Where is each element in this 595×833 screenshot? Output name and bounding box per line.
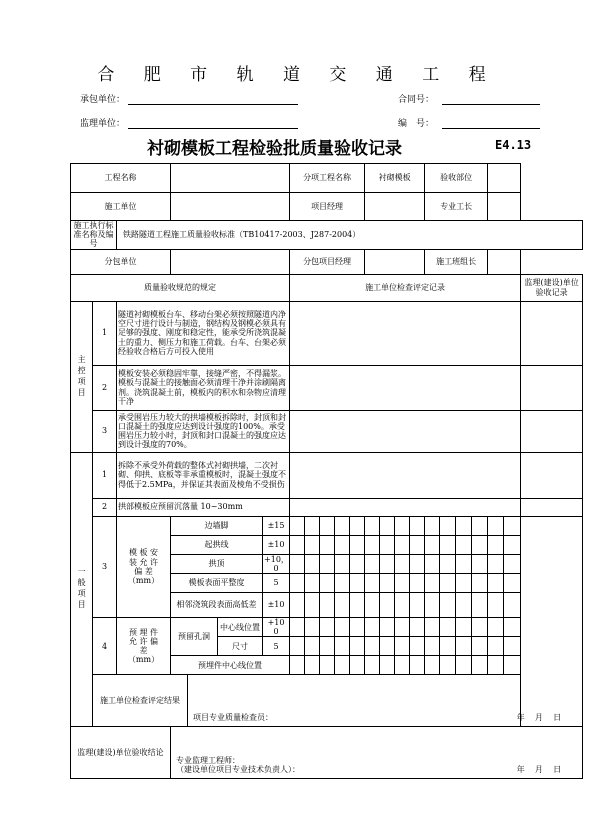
measure-cell[interactable] — [305, 592, 320, 617]
measure-cell[interactable] — [504, 573, 521, 592]
contractor-line — [128, 104, 298, 105]
measure-cell[interactable] — [410, 656, 425, 675]
measure-cell[interactable] — [456, 592, 472, 617]
measure-cell[interactable] — [472, 554, 488, 573]
contract-no-line — [442, 104, 540, 105]
measure-cell[interactable] — [320, 637, 335, 656]
measure-cell[interactable] — [472, 573, 488, 592]
tolerance-value: +10，0 — [264, 554, 289, 573]
general-item-supervisor[interactable] — [521, 498, 583, 516]
measure-cell[interactable] — [290, 573, 305, 592]
measure-cell[interactable] — [305, 656, 320, 675]
construction-result-label: 施工单位检查评定结果 — [93, 675, 188, 727]
measure-cell[interactable] — [504, 516, 521, 535]
project-manager-value[interactable] — [365, 193, 425, 221]
measure-cell[interactable] — [440, 617, 456, 636]
tolerance-item-name: 尺寸 — [218, 637, 263, 656]
measure-cell[interactable] — [504, 637, 521, 656]
qc-inspector-label: 项目专业质量检查员： — [193, 713, 274, 723]
measure-cell[interactable] — [410, 592, 425, 617]
measure-cell[interactable] — [335, 554, 350, 573]
measure-cell[interactable] — [290, 637, 305, 656]
tolerance-item-name: 起拱线 — [171, 535, 263, 554]
measure-cell[interactable] — [380, 656, 395, 675]
project-name-label: 工程名称 — [71, 164, 171, 193]
general-item-no: 2 — [93, 498, 117, 516]
measure-cell[interactable] — [410, 535, 425, 554]
contractor-label: 承包单位： — [80, 95, 126, 105]
date-field — [517, 713, 561, 722]
supervisor-conclusion-label: 监理(建设)单位验收结论 — [71, 727, 171, 779]
measure-cell[interactable] — [488, 637, 504, 656]
measure-cell[interactable] — [456, 516, 472, 535]
sub-pm-label: 分包项目经理 — [290, 249, 365, 274]
measure-cell[interactable] — [488, 554, 504, 573]
measure-cell[interactable] — [440, 554, 456, 573]
measure-cell[interactable] — [410, 573, 425, 592]
sub-project-name-label: 分项工程名称 — [290, 164, 365, 193]
project-name-value[interactable] — [171, 164, 290, 193]
general-item-no: 4 — [93, 617, 117, 674]
measure-cell[interactable] — [350, 637, 365, 656]
measure-cell[interactable] — [380, 573, 395, 592]
main-item-text: 隧道衬砌模板台车、移动台架必须按照隧道内净空尺寸进行设计与制造，钢结构及钢模必须具有足够的强度、刚度和稳定性，能承受所浇筑混凝土的重力、侧压力和施工荷载。台车、台架必须经验收合格后方可投入使用 — [117, 301, 290, 365]
main-item-check[interactable] — [290, 365, 521, 410]
month-label: 月 — [534, 765, 543, 775]
measure-cell[interactable] — [365, 554, 380, 573]
form-title: 衬砌模板工程检验批质量验收记录 — [147, 139, 402, 159]
measure-cell[interactable] — [335, 516, 350, 535]
formwork-tolerance-label: 模 板 安 装 允 许 偏 差（mm） — [117, 516, 171, 617]
supervisor-label: 监理单位： — [80, 119, 126, 129]
main-item-no: 1 — [93, 301, 117, 365]
measure-cell[interactable] — [410, 637, 425, 656]
measure-cell[interactable] — [425, 573, 440, 592]
measure-cell[interactable] — [440, 637, 456, 656]
main-item-supervisor[interactable] — [521, 410, 583, 452]
measure-cell[interactable] — [488, 617, 504, 636]
measure-cell[interactable] — [456, 617, 472, 636]
measure-cell[interactable] — [305, 535, 320, 554]
measure-cell[interactable] — [425, 656, 440, 675]
general-item-no: 1 — [93, 452, 117, 498]
measure-cell[interactable] — [320, 516, 335, 535]
measure-cell[interactable] — [365, 617, 380, 636]
measure-cell[interactable] — [335, 656, 350, 675]
main-item-check[interactable] — [290, 410, 521, 452]
tolerance-value: ±10 — [263, 592, 290, 617]
measure-cell[interactable] — [395, 617, 410, 636]
day-label: 日 — [553, 713, 562, 723]
measure-cell[interactable] — [472, 535, 488, 554]
reserved-hole-label: 预留孔洞 — [171, 617, 218, 655]
standard-label: 施工执行标准名称及编号 — [71, 221, 117, 250]
measure-cell[interactable] — [335, 535, 350, 554]
tolerance-value: ±10 — [263, 535, 290, 554]
main-item-check[interactable] — [290, 301, 521, 365]
tolerance-value: 5 — [263, 573, 290, 592]
month-label: 月 — [534, 713, 543, 723]
measure-cell[interactable] — [380, 617, 395, 636]
measure-cell[interactable] — [456, 554, 472, 573]
measure-cell[interactable] — [456, 573, 472, 592]
inspection-form — [70, 163, 583, 779]
measure-cell[interactable] — [365, 573, 380, 592]
measure-cell[interactable] — [305, 573, 320, 592]
measure-cell[interactable] — [335, 637, 350, 656]
measure-cell[interactable] — [395, 535, 410, 554]
company-title: 合 肥 市 轨 道 交 通 工 程 — [97, 65, 498, 85]
measure-cell[interactable] — [305, 554, 320, 573]
project-manager-label: 项目经理 — [290, 193, 365, 221]
measure-cell[interactable] — [440, 516, 456, 535]
measure-cell[interactable] — [350, 592, 365, 617]
tolerance-item-name: 边墙脚 — [171, 516, 263, 535]
sub-project-name-value: 衬砌模板 — [365, 164, 425, 193]
measure-cell[interactable] — [380, 592, 395, 617]
measure-cell[interactable] — [395, 573, 410, 592]
standard-value: 铁路隧道工程施工质量验收标准（TB10417-2003、J287-2004） — [117, 221, 583, 250]
foreman-value[interactable] — [488, 193, 521, 221]
main-item-supervisor[interactable] — [521, 301, 583, 365]
tolerance-item-name: 模板表面平整度 — [171, 573, 263, 592]
measure-cell[interactable] — [425, 535, 440, 554]
measure-cell[interactable] — [425, 592, 440, 617]
measure-cell[interactable] — [425, 637, 440, 656]
measure-cell[interactable] — [504, 592, 521, 617]
day-label: 日 — [553, 765, 562, 775]
main-item-text: 承受围岩压力较大的拱墙模板拆除时，封顶和封口混凝土的强度应达到设计强度的100%。承受围岩压力较小时，封顶和封口混凝土的强度应达到设计强度的70%。 — [117, 410, 290, 452]
measure-cell[interactable] — [305, 637, 320, 656]
signer-block — [176, 756, 300, 774]
main-item-supervisor[interactable] — [521, 365, 583, 410]
general-item-check[interactable] — [290, 452, 521, 498]
measure-cell[interactable] — [365, 516, 380, 535]
contract-no-label: 合同号： — [398, 95, 435, 105]
measure-cell[interactable] — [350, 535, 365, 554]
measure-cell[interactable] — [290, 516, 305, 535]
measure-cell[interactable] — [472, 637, 488, 656]
measure-cell[interactable] — [504, 656, 521, 675]
general-items-label: 一般项目 — [71, 452, 93, 727]
supervisor-record-header: 监理(建设)单位验收记录 — [521, 274, 583, 301]
measure-cell[interactable] — [440, 535, 456, 554]
supervisor-engineer-label: 专业监理工程师： — [176, 755, 241, 765]
measure-cell[interactable] — [410, 554, 425, 573]
main-item-no: 2 — [93, 365, 117, 410]
measure-cell[interactable] — [488, 535, 504, 554]
measure-cell[interactable] — [365, 656, 380, 675]
measure-cell[interactable] — [320, 617, 335, 636]
measure-cell[interactable] — [305, 516, 320, 535]
measure-cell[interactable] — [472, 592, 488, 617]
measure-cell[interactable] — [350, 656, 365, 675]
measure-cell[interactable] — [456, 637, 472, 656]
acceptance-part-value[interactable] — [488, 164, 521, 193]
measure-cell[interactable] — [335, 617, 350, 636]
general-item-check[interactable] — [290, 498, 521, 516]
measure-cell[interactable] — [320, 656, 335, 675]
measure-cell[interactable] — [290, 592, 305, 617]
measure-cell[interactable] — [380, 516, 395, 535]
measure-cell[interactable] — [395, 656, 410, 675]
tolerance-value: ±15 — [263, 516, 290, 535]
measure-cell[interactable] — [395, 554, 410, 573]
tolerance-item-name: 中心线位置 — [218, 617, 263, 636]
embed-centerline-label: 预埋件中心线位置 — [171, 656, 290, 675]
measure-cell[interactable] — [440, 573, 456, 592]
measure-cell[interactable] — [380, 554, 395, 573]
tolerance-value: +10 0 — [263, 617, 290, 636]
measure-cell[interactable] — [504, 535, 521, 554]
measure-cell[interactable] — [350, 516, 365, 535]
main-item-no: 3 — [93, 410, 117, 452]
year-label: 年 — [516, 713, 525, 723]
year-label: 年 — [516, 765, 525, 775]
tolerance-item-name: 相邻浇筑段表面高低差 — [171, 592, 263, 617]
supervisor-line — [128, 128, 298, 129]
measure-cell[interactable] — [365, 637, 380, 656]
construction-result-value[interactable] — [188, 675, 583, 727]
measure-cell[interactable] — [335, 573, 350, 592]
subcontractor-label: 分包单位 — [71, 249, 171, 274]
measure-cell[interactable] — [380, 637, 395, 656]
main-items-label: 主控项目 — [71, 301, 93, 452]
measure-cell[interactable] — [290, 617, 305, 636]
construction-unit-label: 施工单位 — [71, 193, 171, 221]
measure-cell[interactable] — [472, 656, 488, 675]
form-code: E4.13 — [495, 138, 532, 152]
measure-cell[interactable] — [320, 535, 335, 554]
general-item-text: 拱部模板应预留沉落量 10~30mm — [117, 498, 290, 516]
measure-cell[interactable] — [504, 554, 521, 573]
measure-cell[interactable] — [320, 554, 335, 573]
subcontractor-value[interactable] — [171, 249, 290, 274]
measure-cell[interactable] — [395, 637, 410, 656]
measure-cell[interactable] — [365, 535, 380, 554]
measure-cell[interactable] — [425, 516, 440, 535]
sub-pm-value[interactable] — [365, 249, 425, 274]
measure-cell[interactable] — [440, 656, 456, 675]
measure-cell[interactable] — [350, 617, 365, 636]
measure-cell[interactable] — [488, 592, 504, 617]
measure-cell[interactable] — [395, 592, 410, 617]
team-leader-label: 施工班组长 — [425, 249, 488, 274]
measure-cell[interactable] — [456, 535, 472, 554]
measure-cell[interactable] — [425, 554, 440, 573]
serial-label: 编 号： — [398, 119, 435, 129]
measure-cell[interactable] — [380, 535, 395, 554]
measure-cell[interactable] — [488, 573, 504, 592]
owner-rep-label: （建设单位项目专业技术负责人）： — [176, 765, 301, 775]
tolerance-value: 5 — [263, 637, 290, 656]
measure-cell[interactable] — [320, 592, 335, 617]
spec-header: 质量验收规范的规定 — [71, 274, 290, 301]
measure-cell[interactable] — [488, 656, 504, 675]
measure-cell[interactable] — [320, 573, 335, 592]
acceptance-part-label: 验收部位 — [425, 164, 488, 193]
measure-cell[interactable] — [440, 592, 456, 617]
serial-line — [442, 128, 540, 129]
measure-cell[interactable] — [350, 573, 365, 592]
supervisor-conclusion-value[interactable] — [171, 727, 583, 779]
tolerance-item-name: 拱顶 — [171, 554, 263, 573]
measure-cell[interactable] — [290, 535, 305, 554]
construction-unit-value[interactable] — [171, 193, 290, 221]
date-field — [517, 765, 561, 774]
measure-cell[interactable] — [472, 516, 488, 535]
measure-cell[interactable] — [350, 554, 365, 573]
measure-cell[interactable] — [335, 592, 350, 617]
measure-cell[interactable] — [488, 516, 504, 535]
measure-cell[interactable] — [305, 617, 320, 636]
measure-cell[interactable] — [456, 656, 472, 675]
measure-cell[interactable] — [410, 516, 425, 535]
general-item-no: 3 — [93, 516, 117, 617]
general-item-supervisor[interactable] — [521, 452, 583, 498]
measure-cell[interactable] — [290, 554, 305, 573]
measure-cell[interactable] — [395, 516, 410, 535]
measure-cell[interactable] — [472, 617, 488, 636]
embed-tolerance-label: 预 埋 件 允 许 偏 差（mm） — [117, 617, 171, 674]
measure-cell[interactable] — [410, 617, 425, 636]
foreman-label: 专业工长 — [425, 193, 488, 221]
measure-cell[interactable] — [504, 617, 521, 636]
measure-cell[interactable] — [365, 592, 380, 617]
general-item-text: 拆除不承受外荷载的整体式衬砌拱墙，二次衬砌、仰拱、底板等非承重模板时，混凝土强度不得低于2.5MPa，并保证其表面及棱角不受损伤 — [117, 452, 290, 498]
main-item-text: 模板安装必须稳固牢靠，接缝严密，不得漏浆。模板与混凝土的接触面必须清理干净并涂刷隔离剂。浇筑混凝土前，模板内的积水和杂物应清理干净 — [117, 365, 290, 410]
measure-cell[interactable] — [290, 656, 305, 675]
team-leader-value[interactable] — [488, 249, 521, 274]
measure-cell[interactable] — [425, 617, 440, 636]
check-record-header: 施工单位检查评定记录 — [290, 274, 521, 301]
